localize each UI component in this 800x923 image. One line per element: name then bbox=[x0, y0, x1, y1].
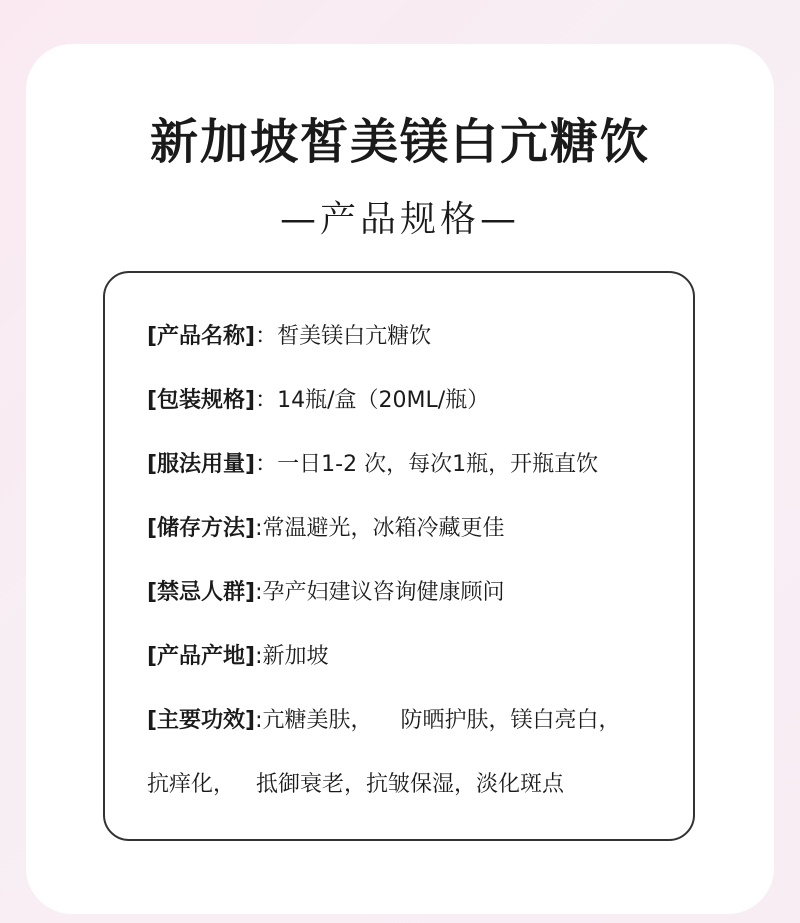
spec-label: [产品名称] bbox=[147, 324, 256, 349]
spec-separator: ： bbox=[255, 324, 278, 349]
spec-label: [储存方法] bbox=[147, 516, 256, 541]
spec-value: 常温避光，冰箱冷藏更佳 bbox=[262, 516, 505, 541]
spec-value: 14瓶/盒（20ML/瓶） bbox=[277, 388, 490, 413]
spec-separator: ： bbox=[255, 388, 278, 413]
spec-separator: : bbox=[255, 516, 263, 541]
spec-label: [主要功效] bbox=[147, 708, 256, 733]
spec-row-origin bbox=[147, 639, 673, 675]
spec-separator: ： bbox=[255, 452, 278, 477]
spec-separator: : bbox=[255, 580, 263, 605]
page-title: 新加坡皙美镁白亢糖饮 bbox=[149, 114, 650, 170]
spec-row-usage bbox=[147, 447, 673, 483]
spec-value: 亢糖美肤， 防晒护肤，镁白亮白， bbox=[262, 708, 621, 733]
spec-value: 孕产妇建议咨询健康顾问 bbox=[262, 580, 505, 605]
spec-row-storage bbox=[147, 511, 673, 547]
spec-label: [禁忌人群] bbox=[147, 580, 256, 605]
spec-value-continued: 抗痒化， 抵御衰老，抗皱保湿，淡化斑点 bbox=[147, 772, 564, 797]
spec-label: [包装规格] bbox=[147, 388, 256, 413]
spec-separator: : bbox=[255, 644, 263, 669]
spec-label: [服法用量] bbox=[147, 452, 256, 477]
spec-row-name bbox=[147, 319, 673, 355]
spec-value: 一日1-2 次，每次1瓶，开瓶直饮 bbox=[277, 452, 599, 477]
spec-label: [产品产地] bbox=[147, 644, 256, 669]
spec-box bbox=[103, 271, 695, 841]
spec-value: 皙美镁白亢糖饮 bbox=[277, 324, 432, 349]
spec-row-effects-continued bbox=[147, 767, 673, 803]
spec-separator: : bbox=[255, 708, 263, 733]
spec-value: 新加坡 bbox=[262, 644, 329, 669]
spec-row-package bbox=[147, 383, 673, 419]
spec-row-effects bbox=[147, 703, 673, 739]
section-subtitle: —产品规格— bbox=[279, 199, 520, 240]
spec-row-contraindication bbox=[147, 575, 673, 611]
